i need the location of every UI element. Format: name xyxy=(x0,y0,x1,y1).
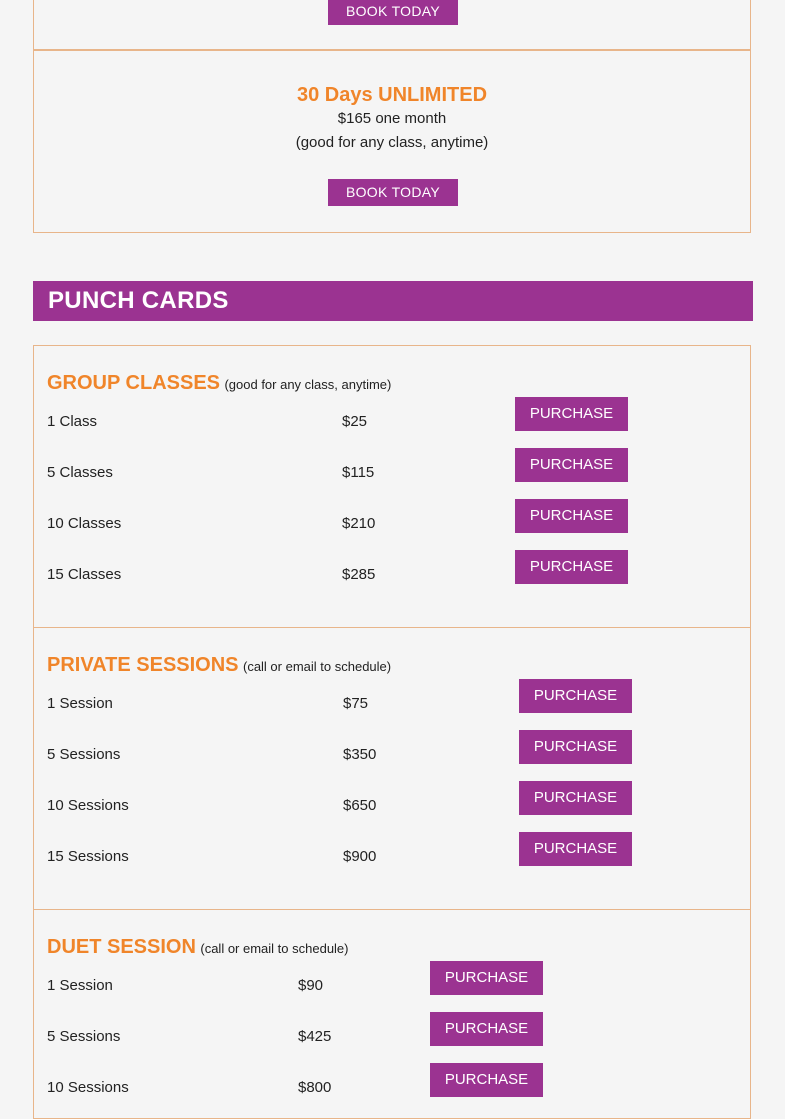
purchase-button[interactable]: PURCHASE xyxy=(519,679,632,713)
row-label: 5 Sessions xyxy=(47,746,121,763)
purchase-button[interactable]: PURCHASE xyxy=(515,550,628,584)
unlimited-pass-card xyxy=(33,50,751,233)
section-note: (call or email to schedule) xyxy=(242,659,392,674)
purchase-button[interactable]: PURCHASE xyxy=(519,781,632,815)
private-sessions-section xyxy=(33,627,751,910)
group-classes-section xyxy=(33,345,751,628)
section-heading: DUET SESSION xyxy=(47,936,196,958)
row-label: 5 Sessions xyxy=(47,1028,121,1045)
pass-title: 30 Days UNLIMITED xyxy=(296,84,488,106)
section-title xyxy=(47,936,349,959)
row-label: 1 Session xyxy=(47,977,113,994)
purchase-button[interactable]: PURCHASE xyxy=(515,499,628,533)
pass-price: $165 one month xyxy=(337,110,447,127)
row-price: $425 xyxy=(298,1028,332,1045)
row-label: 1 Class xyxy=(47,413,98,430)
row-label: 15 Classes xyxy=(47,566,122,583)
section-title xyxy=(47,654,391,677)
row-label: 1 Session xyxy=(47,695,113,712)
row-price: $90 xyxy=(298,977,324,994)
row-price: $650 xyxy=(343,797,377,814)
section-heading: PRIVATE SESSIONS xyxy=(47,654,239,676)
row-price: $25 xyxy=(342,413,368,430)
purchase-button[interactable]: PURCHASE xyxy=(515,448,628,482)
row-label: 10 Sessions xyxy=(47,1079,129,1096)
top-pass-card xyxy=(33,0,751,50)
duet-session-section xyxy=(33,909,751,1119)
purchase-button[interactable]: PURCHASE xyxy=(519,730,632,764)
section-title xyxy=(47,372,391,395)
row-price: $210 xyxy=(342,515,376,532)
row-price: $350 xyxy=(343,746,377,763)
row-label: 10 Sessions xyxy=(47,797,129,814)
row-label: 10 Classes xyxy=(47,515,122,532)
row-price: $285 xyxy=(342,566,376,583)
row-price: $75 xyxy=(343,695,369,712)
row-label: 5 Classes xyxy=(47,464,113,481)
pass-note: (good for any class, anytime) xyxy=(295,134,489,151)
punch-cards-banner xyxy=(33,281,753,321)
book-today-button[interactable]: BOOK TODAY xyxy=(328,0,458,25)
row-price: $115 xyxy=(342,464,375,481)
purchase-button[interactable]: PURCHASE xyxy=(430,1012,543,1046)
row-label: 15 Sessions xyxy=(47,848,129,865)
punch-cards-heading: PUNCH CARDS xyxy=(48,287,229,314)
section-note: (good for any class, anytime) xyxy=(224,377,392,392)
book-today-button[interactable]: BOOK TODAY xyxy=(328,179,458,206)
purchase-button[interactable]: PURCHASE xyxy=(515,397,628,431)
purchase-button[interactable]: PURCHASE xyxy=(519,832,632,866)
section-note: (call or email to schedule) xyxy=(200,941,349,956)
row-price: $800 xyxy=(298,1079,332,1096)
section-heading: GROUP CLASSES xyxy=(47,372,220,394)
row-price: $900 xyxy=(343,848,377,865)
purchase-button[interactable]: PURCHASE xyxy=(430,1063,543,1097)
purchase-button[interactable]: PURCHASE xyxy=(430,961,543,995)
